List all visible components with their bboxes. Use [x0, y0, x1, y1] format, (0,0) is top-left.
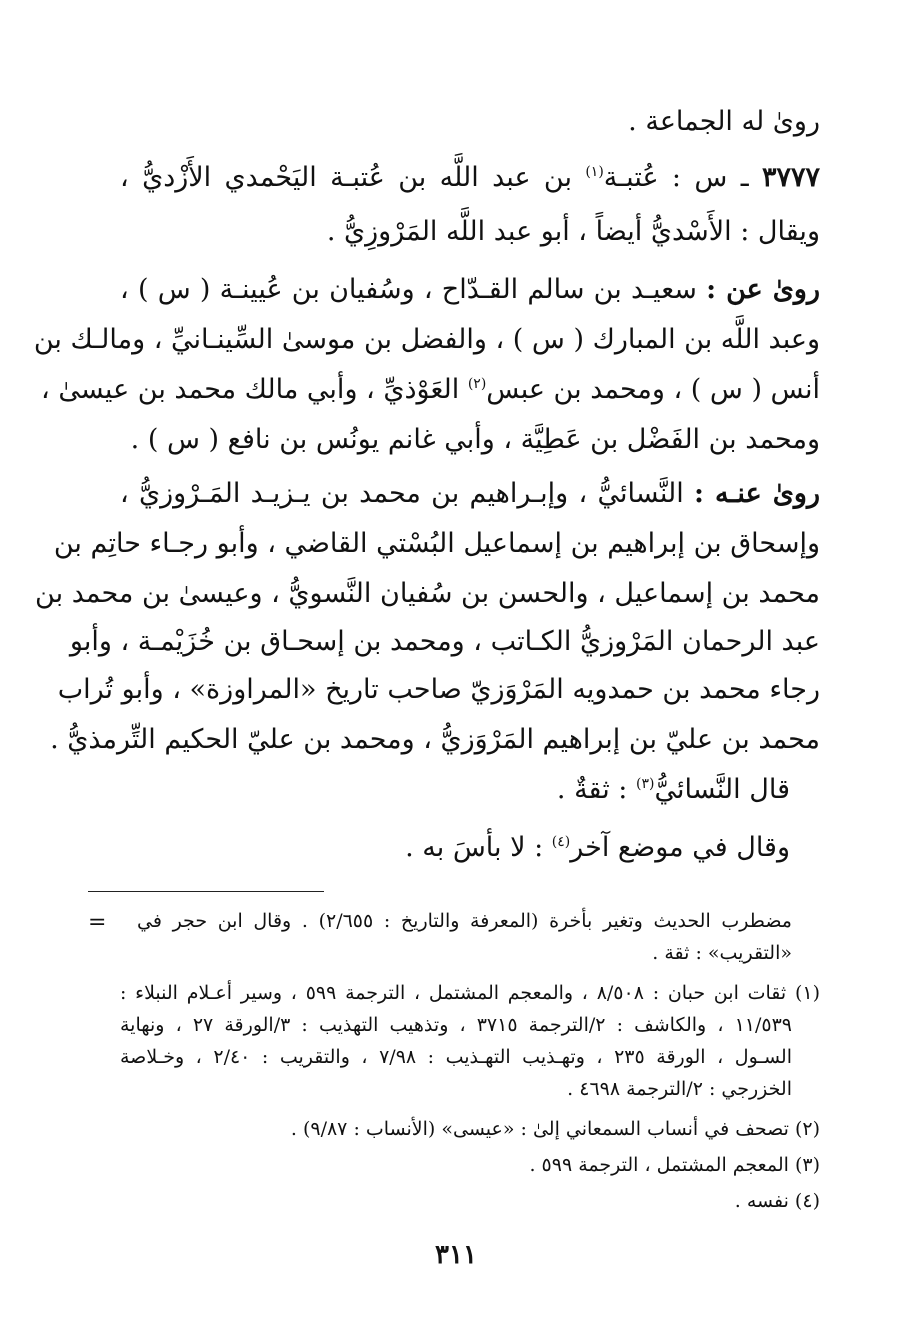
- footnote-text: الخزرجي : ٢/الترجمة ٤٦٩٨ .: [567, 1078, 792, 1100]
- line-text: قال النَّسائيُّ: [654, 774, 790, 805]
- footnote-text: السـول ، الورقة ٢٣٥ ، وتهـذيب التهـذيب : ٧/٩٨ ، والتقريب : ٢/٤٠ ، وخـلاصة: [120, 1046, 792, 1068]
- text-line: [120, 212, 820, 252]
- line-text: محمد بن إسماعيل ، والحسن بن سُفيان النَّسويُّ ، وعيسىٰ بن محمد بن: [35, 578, 820, 609]
- footnote-text: ثقات ابن حبان : ٨/٥٠٨ ، والمعجم المشتمل ، الترجمة ٥٩٩ ، وسير أعـلام النبلاء :: [120, 982, 787, 1004]
- line-text: وقال في موضع آخر: [570, 832, 790, 863]
- entry-heading: [120, 158, 820, 198]
- entry-number: ٣٧٧٧: [761, 162, 820, 193]
- text-line: [57, 670, 820, 710]
- section-heading: روىٰ عنـه :: [693, 478, 821, 509]
- footnote-ref: (٤): [551, 834, 571, 850]
- footnote-ref: (٢): [467, 376, 487, 392]
- line-text: محمد بن عليّ بن إبراهيم المَرْوَزيُّ ، ومحمد بن عليّ الحكيم التِّرمذيُّ .: [50, 724, 820, 755]
- page-number: ٣١١: [435, 1240, 477, 1270]
- footnote-text: (٣) المعجم المشتمل ، الترجمة ٥٩٩ .: [529, 1154, 820, 1176]
- line-text: وإسحاق بن إبراهيم بن إسماعيل البُسْتي القاضي ، وأبو رجـاء حاتِم بن: [53, 528, 820, 559]
- line-text: : ثقةٌ .: [556, 774, 636, 805]
- line-text: : لا بأسَ به .: [405, 832, 552, 863]
- footnote-separator: [88, 891, 324, 892]
- narrated-from-section: [120, 270, 820, 310]
- footnote-ref: (٣): [635, 776, 655, 792]
- line-text: أنس ( س ) ، ومحمد بن عبس: [486, 374, 820, 405]
- text-line: [53, 524, 820, 564]
- line-text: ومحمد بن الفَضْل بن عَطِيَّة ، وأبي غانم يونُس بن نافع ( س ) .: [130, 424, 820, 455]
- text-line: [120, 828, 790, 868]
- line-text: العَوْذيِّ ، وأبي مالك محمد بن عيسىٰ ،: [41, 374, 468, 405]
- footnote-1: [120, 978, 820, 1008]
- footnote-ref: (١): [585, 164, 604, 180]
- line-text: سعيـد بن سالم القـدّاح ، وسُفيان بن عُيينـة ( س ) ،: [120, 274, 707, 305]
- entry-name-tail: بن عبد اللَّه بن عُتبـة اليَحْمدي الأَزْديُّ ،: [120, 162, 586, 193]
- text-line: [33, 320, 820, 360]
- footnote-text: «التقريب» : ثقة .: [652, 942, 792, 964]
- footnote-continued: [120, 938, 792, 968]
- footnote-3: [120, 1150, 820, 1180]
- footnote-continued: [137, 906, 792, 936]
- narrated-by-section: [120, 474, 820, 514]
- text-line: [50, 720, 820, 760]
- footnote-text: مضطرب الحديث وتغير بأخرة (المعرفة والتاريخ : ٢/٦٥٥) . وقال ابن حجر في: [137, 910, 792, 932]
- footnote-1-line: [120, 1010, 792, 1040]
- line-text: عبد الرحمان المَرْوزيُّ الكـاتب ، ومحمد بن إسحـاق بن خُزَيْمـة ، وأبو: [69, 626, 820, 657]
- footnote-1-line: [120, 1042, 792, 1072]
- footnote-text: ١١/٥٣٩ ، والكاشف : ٢/الترجمة ٣٧١٥ ، وتذهيب التهذيب : ٣/الورقة ٢٧ ، ونهاية: [120, 1014, 792, 1036]
- text-line: [120, 102, 820, 142]
- footnote-1-line: [120, 1074, 792, 1104]
- text-line: [69, 622, 820, 662]
- line-text: النَّسائيُّ ، وإبـراهيم بن محمد بن يـزيـد المَـرْوزيُّ ،: [120, 478, 694, 509]
- line-text: روىٰ له الجماعة .: [628, 106, 820, 137]
- continuation-mark: =: [88, 910, 107, 935]
- section-heading: روىٰ عن :: [706, 274, 821, 305]
- line-text: ويقال : الأَسْديُّ أيضاً ، أبو عبد اللَّه المَرْوزِيُّ .: [326, 216, 820, 247]
- text-line: [35, 574, 820, 614]
- entry-name: ـ س : عُتبـة: [603, 162, 749, 193]
- footnote-4: [120, 1186, 820, 1216]
- line-text: وعبد اللَّه بن المبارك ( س ) ، والفضل بن موسىٰ السِّينـانيِّ ، ومالـك بن: [33, 324, 820, 355]
- text-line: [120, 770, 790, 810]
- text-line: [41, 370, 820, 410]
- footnote-number: (١): [794, 982, 820, 1004]
- footnote-text: (٤) نفسه .: [734, 1190, 820, 1212]
- footnote-2: [120, 1114, 820, 1144]
- footnote-text: (٢) تصحف في أنساب السمعاني إلىٰ : «عيسى» (الأنساب : ٩/٨٧) .: [290, 1118, 820, 1140]
- text-line: [120, 420, 820, 460]
- line-text: رجاء محمد بن حمدويه المَرْوَزيّ صاحب تاريخ «المراوزة» ، وأبو تُراب: [57, 674, 820, 705]
